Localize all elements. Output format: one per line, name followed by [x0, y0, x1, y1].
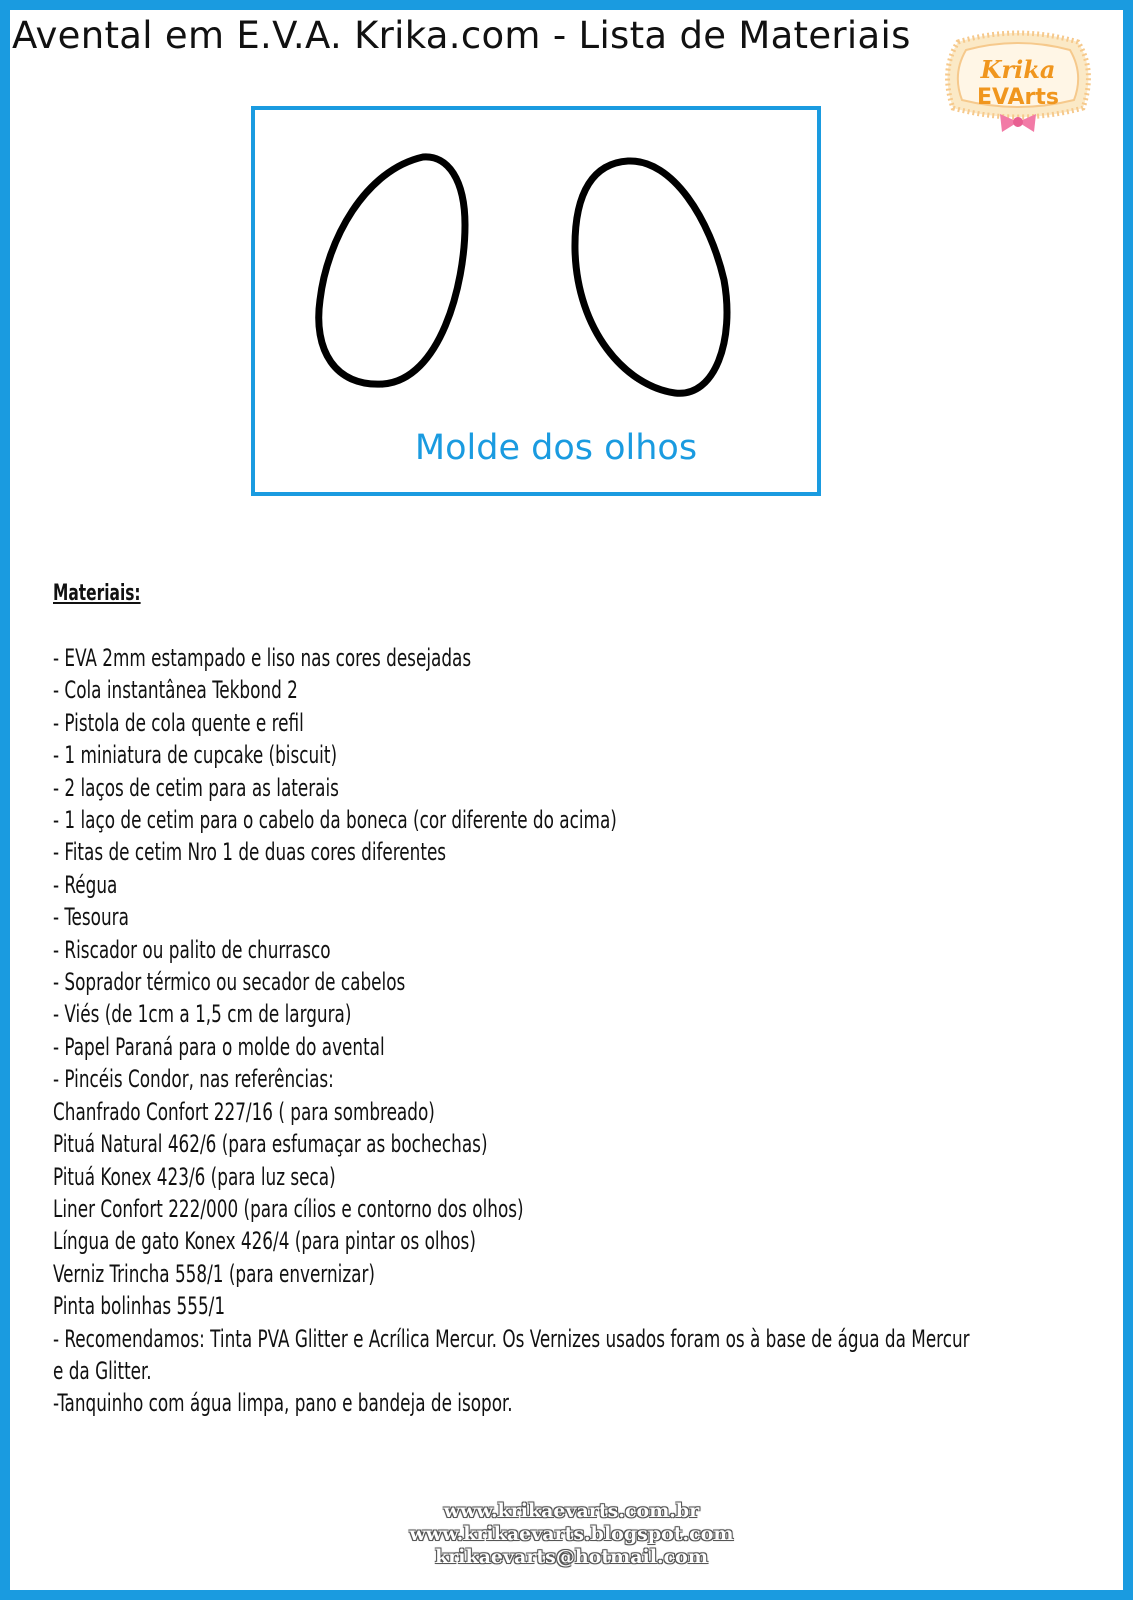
list-item: Pituá Natural 462/6 (para esfumaçar as bochechas): [53, 1130, 488, 1159]
left-eye-outline: [319, 157, 465, 384]
email-link[interactable]: krikaevarts@hotmail.com: [435, 1546, 708, 1568]
list-item: - Cola instantânea Tekbond 2: [53, 676, 298, 705]
list-item: Língua de gato Konex 426/4 (para pintar os olhos): [53, 1227, 476, 1256]
list-item: - Pincéis Condor, nas referências:: [53, 1065, 334, 1094]
right-eye-outline: [575, 161, 727, 393]
list-item: Liner Confort 222/000 (para cílios e contorno dos olhos): [53, 1194, 524, 1223]
materials-section: [53, 578, 1063, 1420]
logo-line1: Krika: [980, 55, 1056, 84]
materials-heading: Materiais:: [53, 581, 141, 606]
logo-line2: EVArts: [976, 85, 1060, 110]
list-item: - Papel Paraná para o molde do avental: [53, 1032, 385, 1061]
list-item: -Tanquinho com água limpa, pano e bandeja de isopor.: [53, 1389, 513, 1418]
list-item: - Pistola de cola quente e refil: [53, 708, 304, 737]
list-item: - 2 laços de cetim para as laterais: [53, 773, 339, 802]
website-link[interactable]: www.krikaevarts.com.br: [443, 1500, 700, 1522]
mold-caption: Molde dos olhos: [414, 428, 698, 468]
list-item: - Tesoura: [53, 903, 129, 932]
list-item: Pinta bolinhas 555/1: [53, 1292, 226, 1321]
list-item: - Viés (de 1cm a 1,5 cm de largura): [53, 1000, 352, 1029]
list-item: - 1 laço de cetim para o cabelo da boneca (cor diferente do acima): [53, 806, 617, 835]
list-item: Pituá Konex 423/6 (para luz seca): [53, 1162, 336, 1191]
contact-footer: [0, 1500, 1133, 1569]
list-item: - Soprador térmico ou secador de cabelos: [53, 968, 406, 997]
page-title: Avental em E.V.A. Krika.com - Lista de Materiais: [12, 14, 911, 57]
list-item: - 1 miniatura de cupcake (biscuit): [53, 741, 338, 770]
materials-list: [53, 642, 1063, 1420]
blog-link[interactable]: www.krikaevarts.blogspot.com: [409, 1523, 734, 1545]
list-item: Chanfrado Confort 227/16 ( para sombreado): [53, 1097, 435, 1126]
eye-mold-box: [251, 106, 821, 496]
list-item: Verniz Trincha 558/1 (para envernizar): [53, 1259, 375, 1288]
list-item: - Riscador ou palito de churrasco: [53, 935, 331, 964]
list-item: - Recomendamos: Tinta PVA Glitter e Acrílica Mercur. Os Vernizes usados foram os à base de água da Mercur: [53, 1324, 970, 1353]
list-item: - Fitas de cetim Nro 1 de duas cores diferentes: [53, 838, 447, 867]
list-item: - Régua: [53, 870, 118, 899]
krika-evarts-logo: [938, 30, 1098, 140]
list-item: e da Glitter.: [53, 1356, 152, 1385]
list-item: - EVA 2mm estampado e liso nas cores desejadas: [53, 644, 472, 672]
eye-mold-drawing: [255, 110, 817, 410]
